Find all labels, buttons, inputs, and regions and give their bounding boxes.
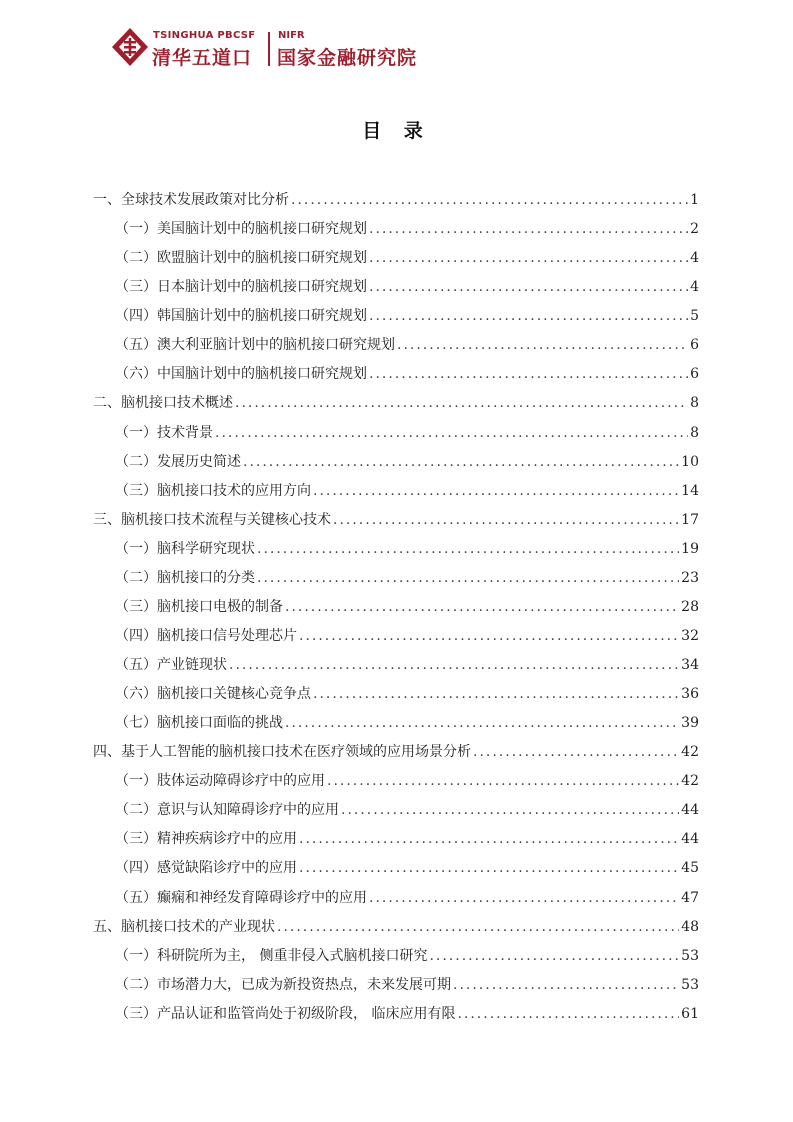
toc-dot-leader xyxy=(341,796,679,825)
toc-dot-leader xyxy=(457,1000,679,1029)
toc-section-entry[interactable] xyxy=(93,825,699,854)
toc-entry-title: （一）肢体运动障碍诊疗中的应用 xyxy=(115,773,325,790)
toc-dot-leader xyxy=(235,389,688,418)
toc-page-number: 19 xyxy=(681,540,699,557)
toc-entry-title: （二）市场潜力大，已成为新投资热点，未来发展可期 xyxy=(115,976,451,993)
toc-entry-title: （四）脑机接口信号处理芯片 xyxy=(115,627,297,644)
toc-entry-title: 二、脑机接口技术概述 xyxy=(93,395,233,412)
toc-section-entry[interactable] xyxy=(93,709,699,738)
toc-entry-title: （五）产业链现状 xyxy=(115,657,227,673)
toc-section-entry[interactable] xyxy=(93,360,699,389)
toc-entry-title: （三）产品认证和监管尚处于初级阶段， 临床应用有限 xyxy=(115,1005,456,1022)
toc-page-number: 2 xyxy=(690,221,699,238)
toc-section-entry[interactable] xyxy=(93,331,699,360)
toc-page-number: 4 xyxy=(690,279,699,296)
toc-dot-leader xyxy=(369,244,688,273)
toc-page-number: 45 xyxy=(681,860,699,877)
toc-page-number: 48 xyxy=(681,918,699,935)
toc-page-number: 14 xyxy=(681,482,699,499)
brand-english-name: TSINGHUA PBCSF xyxy=(153,30,256,41)
toc-section-entry[interactable] xyxy=(93,971,699,1000)
toc-dot-leader xyxy=(215,419,688,448)
toc-entry-title: 一、全球技术发展政策对比分析 xyxy=(93,192,289,208)
toc-page-number: 61 xyxy=(681,1005,699,1022)
toc-entry-title: （四）感觉缺陷诊疗中的应用 xyxy=(115,860,297,877)
toc-dot-leader xyxy=(453,971,679,1000)
toc-entry-title: （二）意识与认知障碍诊疗中的应用 xyxy=(115,802,339,819)
toc-chapter-entry[interactable] xyxy=(93,186,699,215)
toc-section-entry[interactable] xyxy=(93,593,699,622)
toc-section-entry[interactable] xyxy=(93,767,699,796)
toc-dot-leader xyxy=(473,738,679,767)
toc-page-number: 6 xyxy=(690,366,699,383)
toc-dot-leader xyxy=(369,884,679,913)
toc-entry-title: （五）癫痫和神经发育障碍诊疗中的应用 xyxy=(115,889,367,906)
toc-dot-leader xyxy=(369,215,688,244)
toc-section-entry[interactable] xyxy=(93,273,699,302)
toc-page-number: 44 xyxy=(681,831,699,848)
toc-page-number: 1 xyxy=(690,192,699,208)
toc-dot-leader xyxy=(313,680,679,709)
toc-entry-title: （三）精神疾病诊疗中的应用 xyxy=(115,831,297,848)
toc-dot-leader xyxy=(327,767,679,796)
toc-entry-title: （六）脑机接口关键核心竞争点 xyxy=(115,686,311,703)
toc-entry-title: （五）澳大利亚脑计划中的脑机接口研究规划 xyxy=(115,337,395,354)
toc-page-number: 4 xyxy=(690,250,699,267)
toc-entry-title: （七）脑机接口面临的挑战 xyxy=(115,715,283,732)
toc-entry-title: （四）韩国脑计划中的脑机接口研究规划 xyxy=(115,308,367,325)
toc-dot-leader xyxy=(313,477,679,506)
page-title: 目 录 xyxy=(362,120,431,142)
brand-chinese-name: 清华五道口 xyxy=(152,47,253,69)
toc-dot-leader xyxy=(257,564,679,593)
toc-page-number: 47 xyxy=(681,889,699,906)
toc-dot-leader xyxy=(277,913,679,942)
toc-page-number: 53 xyxy=(681,947,699,964)
toc-entry-title: （二）脑机接口的分类 xyxy=(115,569,255,586)
toc-page-number: 28 xyxy=(681,598,699,615)
toc-dot-leader xyxy=(299,854,679,883)
brand-divider xyxy=(268,32,270,66)
toc-page-number: 8 xyxy=(690,424,699,441)
toc-chapter-entry[interactable] xyxy=(93,389,699,418)
toc-page-number: 32 xyxy=(681,627,699,644)
toc-dot-leader xyxy=(397,331,688,360)
toc-entry-title: （三）脑机接口电极的制备 xyxy=(115,598,283,615)
toc-section-entry[interactable] xyxy=(93,651,699,680)
toc-entry-title: （三）脑机接口技术的应用方向 xyxy=(115,482,311,499)
toc-dot-leader xyxy=(369,302,688,331)
toc-section-entry[interactable] xyxy=(93,854,699,883)
toc-dot-leader xyxy=(299,622,679,651)
toc-dot-leader xyxy=(369,273,688,302)
toc-section-entry[interactable] xyxy=(93,477,699,506)
toc-chapter-entry[interactable] xyxy=(93,913,699,942)
toc-section-entry[interactable] xyxy=(93,622,699,651)
toc-entry-title: （二）发展历史简述 xyxy=(115,453,241,470)
toc-dot-leader xyxy=(369,360,688,389)
toc-page-number: 34 xyxy=(681,657,699,673)
toc-section-entry[interactable] xyxy=(93,942,699,971)
tsinghua-pbcsf-logo-icon xyxy=(110,26,150,68)
table-of-contents xyxy=(93,186,699,1029)
toc-dot-leader xyxy=(285,709,679,738)
toc-section-entry[interactable] xyxy=(93,244,699,273)
toc-page-number: 42 xyxy=(681,773,699,790)
toc-page-number: 8 xyxy=(690,395,699,412)
toc-dot-leader xyxy=(229,651,679,680)
toc-entry-title: （一）脑科学研究现状 xyxy=(115,540,255,557)
toc-entry-title: （一）科研院所为主， 侧重非侵入式脑机接口研究 xyxy=(115,947,428,964)
toc-entry-title: 三、脑机接口技术流程与关键核心技术 xyxy=(93,511,331,528)
toc-dot-leader xyxy=(257,535,679,564)
toc-section-entry[interactable] xyxy=(93,1000,699,1029)
toc-section-entry[interactable] xyxy=(93,215,699,244)
toc-dot-leader xyxy=(285,593,679,622)
toc-entry-title: 四、基于人工智能的脑机接口技术在医疗领域的应用场景分析 xyxy=(93,744,471,761)
toc-page-number: 10 xyxy=(681,453,699,470)
toc-section-entry[interactable] xyxy=(93,564,699,593)
toc-page-number: 6 xyxy=(690,337,699,354)
toc-entry-title: （一）美国脑计划中的脑机接口研究规划 xyxy=(115,221,367,238)
toc-page-number: 5 xyxy=(690,308,699,325)
toc-page-number: 44 xyxy=(681,802,699,819)
toc-chapter-entry[interactable] xyxy=(93,506,699,535)
toc-entry-title: （六）中国脑计划中的脑机接口研究规划 xyxy=(115,366,367,383)
toc-entry-title: （三）日本脑计划中的脑机接口研究规划 xyxy=(115,279,367,296)
toc-section-entry[interactable] xyxy=(93,535,699,564)
toc-entry-title: 五、脑机接口技术的产业现状 xyxy=(93,918,275,935)
institute-english-name: NIFR xyxy=(278,30,305,41)
page-header xyxy=(110,26,430,70)
toc-page-number: 17 xyxy=(681,511,699,528)
toc-section-entry[interactable] xyxy=(93,680,699,709)
toc-page-number: 23 xyxy=(681,569,699,586)
toc-entry-title: （二）欧盟脑计划中的脑机接口研究规划 xyxy=(115,250,367,267)
toc-dot-leader xyxy=(291,186,688,215)
toc-dot-leader xyxy=(429,942,679,971)
toc-section-entry[interactable] xyxy=(93,796,699,825)
toc-section-entry[interactable] xyxy=(93,884,699,913)
toc-section-entry[interactable] xyxy=(93,448,699,477)
toc-chapter-entry[interactable] xyxy=(93,738,699,767)
toc-dot-leader xyxy=(299,825,679,854)
toc-dot-leader xyxy=(243,448,679,477)
toc-entry-title: （一）技术背景 xyxy=(115,424,213,441)
toc-page-number: 36 xyxy=(681,686,699,703)
toc-page-number: 53 xyxy=(681,976,699,993)
toc-page-number: 42 xyxy=(681,744,699,761)
institute-chinese-name: 国家金融研究院 xyxy=(277,47,418,69)
toc-section-entry[interactable] xyxy=(93,302,699,331)
toc-section-entry[interactable] xyxy=(93,419,699,448)
toc-dot-leader xyxy=(333,506,679,535)
toc-page-number: 39 xyxy=(681,715,699,732)
